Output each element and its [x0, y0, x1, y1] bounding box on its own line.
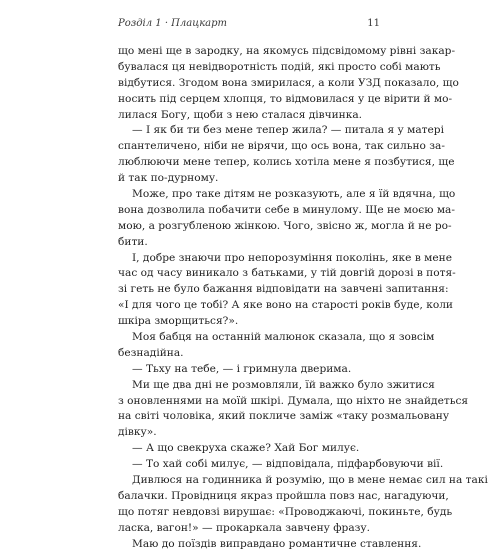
text-line: й так по-дурному. — [118, 172, 219, 185]
running-head — [118, 18, 380, 34]
text-line: бувалася ця невідворотність подій, які просто собі мають — [118, 60, 441, 73]
text-line: що потяг невдовзі вирушає: «Проводжаючі, покиньте, будь — [118, 505, 453, 518]
text-line: дівку». — [118, 426, 157, 439]
text-line: з оновленнями на моїй шкірі. Думала, що ніхто не знайдеться — [118, 394, 469, 407]
text-line: Може, про таке дітям не розказують, але я їй вдячна, що — [132, 188, 456, 201]
text-line: — То хай собі милує, — відповідала, підфарбовуючи вії. — [132, 458, 444, 471]
text-line: на світі чоловіка, який покличе заміж «таку розмальовану — [118, 410, 450, 423]
text-line: люблюючи мене тепер, колись хотіла мене я позбутися, ще — [118, 156, 455, 169]
text-line: ласка, вагон!» — прокаркала завчену фразу. — [118, 521, 371, 534]
text-line: Маю до поїздів виправдано романтичне ставлення. — [132, 537, 422, 550]
text-line: відбутися. Згодом вона змирилася, а коли УЗД показало, що — [118, 76, 459, 89]
text-line: бити. — [118, 235, 148, 248]
text-line: Моя бабця на останній малюнок сказала, що я зовсім — [132, 331, 435, 344]
text-line: вона дозволила побачити себе в минулому. Ще не моєю ма- — [118, 203, 455, 216]
body-text — [118, 44, 488, 553]
text-line: Ми ще два дні не розмовляли, їй важко було зжитися — [132, 378, 435, 391]
text-line: — І як би ти без мене тепер жила? — питала я у матері — [132, 124, 444, 137]
text-line: носить під серцем хлопця, то відмовилася у це вірити й мо- — [118, 92, 453, 105]
text-line: — Тьху на тебе, — і гримнула дверима. — [132, 362, 352, 375]
text-line: лилася Богу, щоби з нею сталася дівчинка. — [118, 108, 363, 121]
text-line: «І для чого це тобі? А яке воно на старості років буде, коли — [118, 299, 453, 312]
chapter-title: Розділ 1 · Плацкарт — [118, 18, 228, 29]
text-line: шкіра зморщиться?». — [118, 315, 239, 328]
text-line: зі геть не було бажання відповідати на завчені запитання: — [118, 283, 449, 296]
text-line: спантеличено, ніби не вірячи, що ось вона, так сильно за- — [118, 140, 445, 153]
text-line: час од часу виникало з батьками, у тій довгій дорозі в потя- — [118, 267, 456, 280]
text-line: Дивлюся на годинника й розумію, що в мене немає сил на такі — [132, 474, 488, 487]
text-line: безнадійна. — [118, 346, 184, 359]
text-line: І, добре знаючи про непорозуміння поколінь, яке в мене — [132, 251, 452, 264]
page-number: 11 — [367, 18, 380, 29]
text-line: балачки. Провідниця якраз пройшла повз нас, нагадуючи, — [118, 489, 449, 502]
text-line: — А що свекруха скаже? Хай Бог милує. — [132, 442, 360, 455]
text-line: мою, а розгубленою жінкою. Чого, звісно ж, могла й не ро- — [118, 219, 452, 232]
text-line: що мені ще в зародку, на якомусь підсвідомому рівні закар- — [118, 45, 456, 57]
